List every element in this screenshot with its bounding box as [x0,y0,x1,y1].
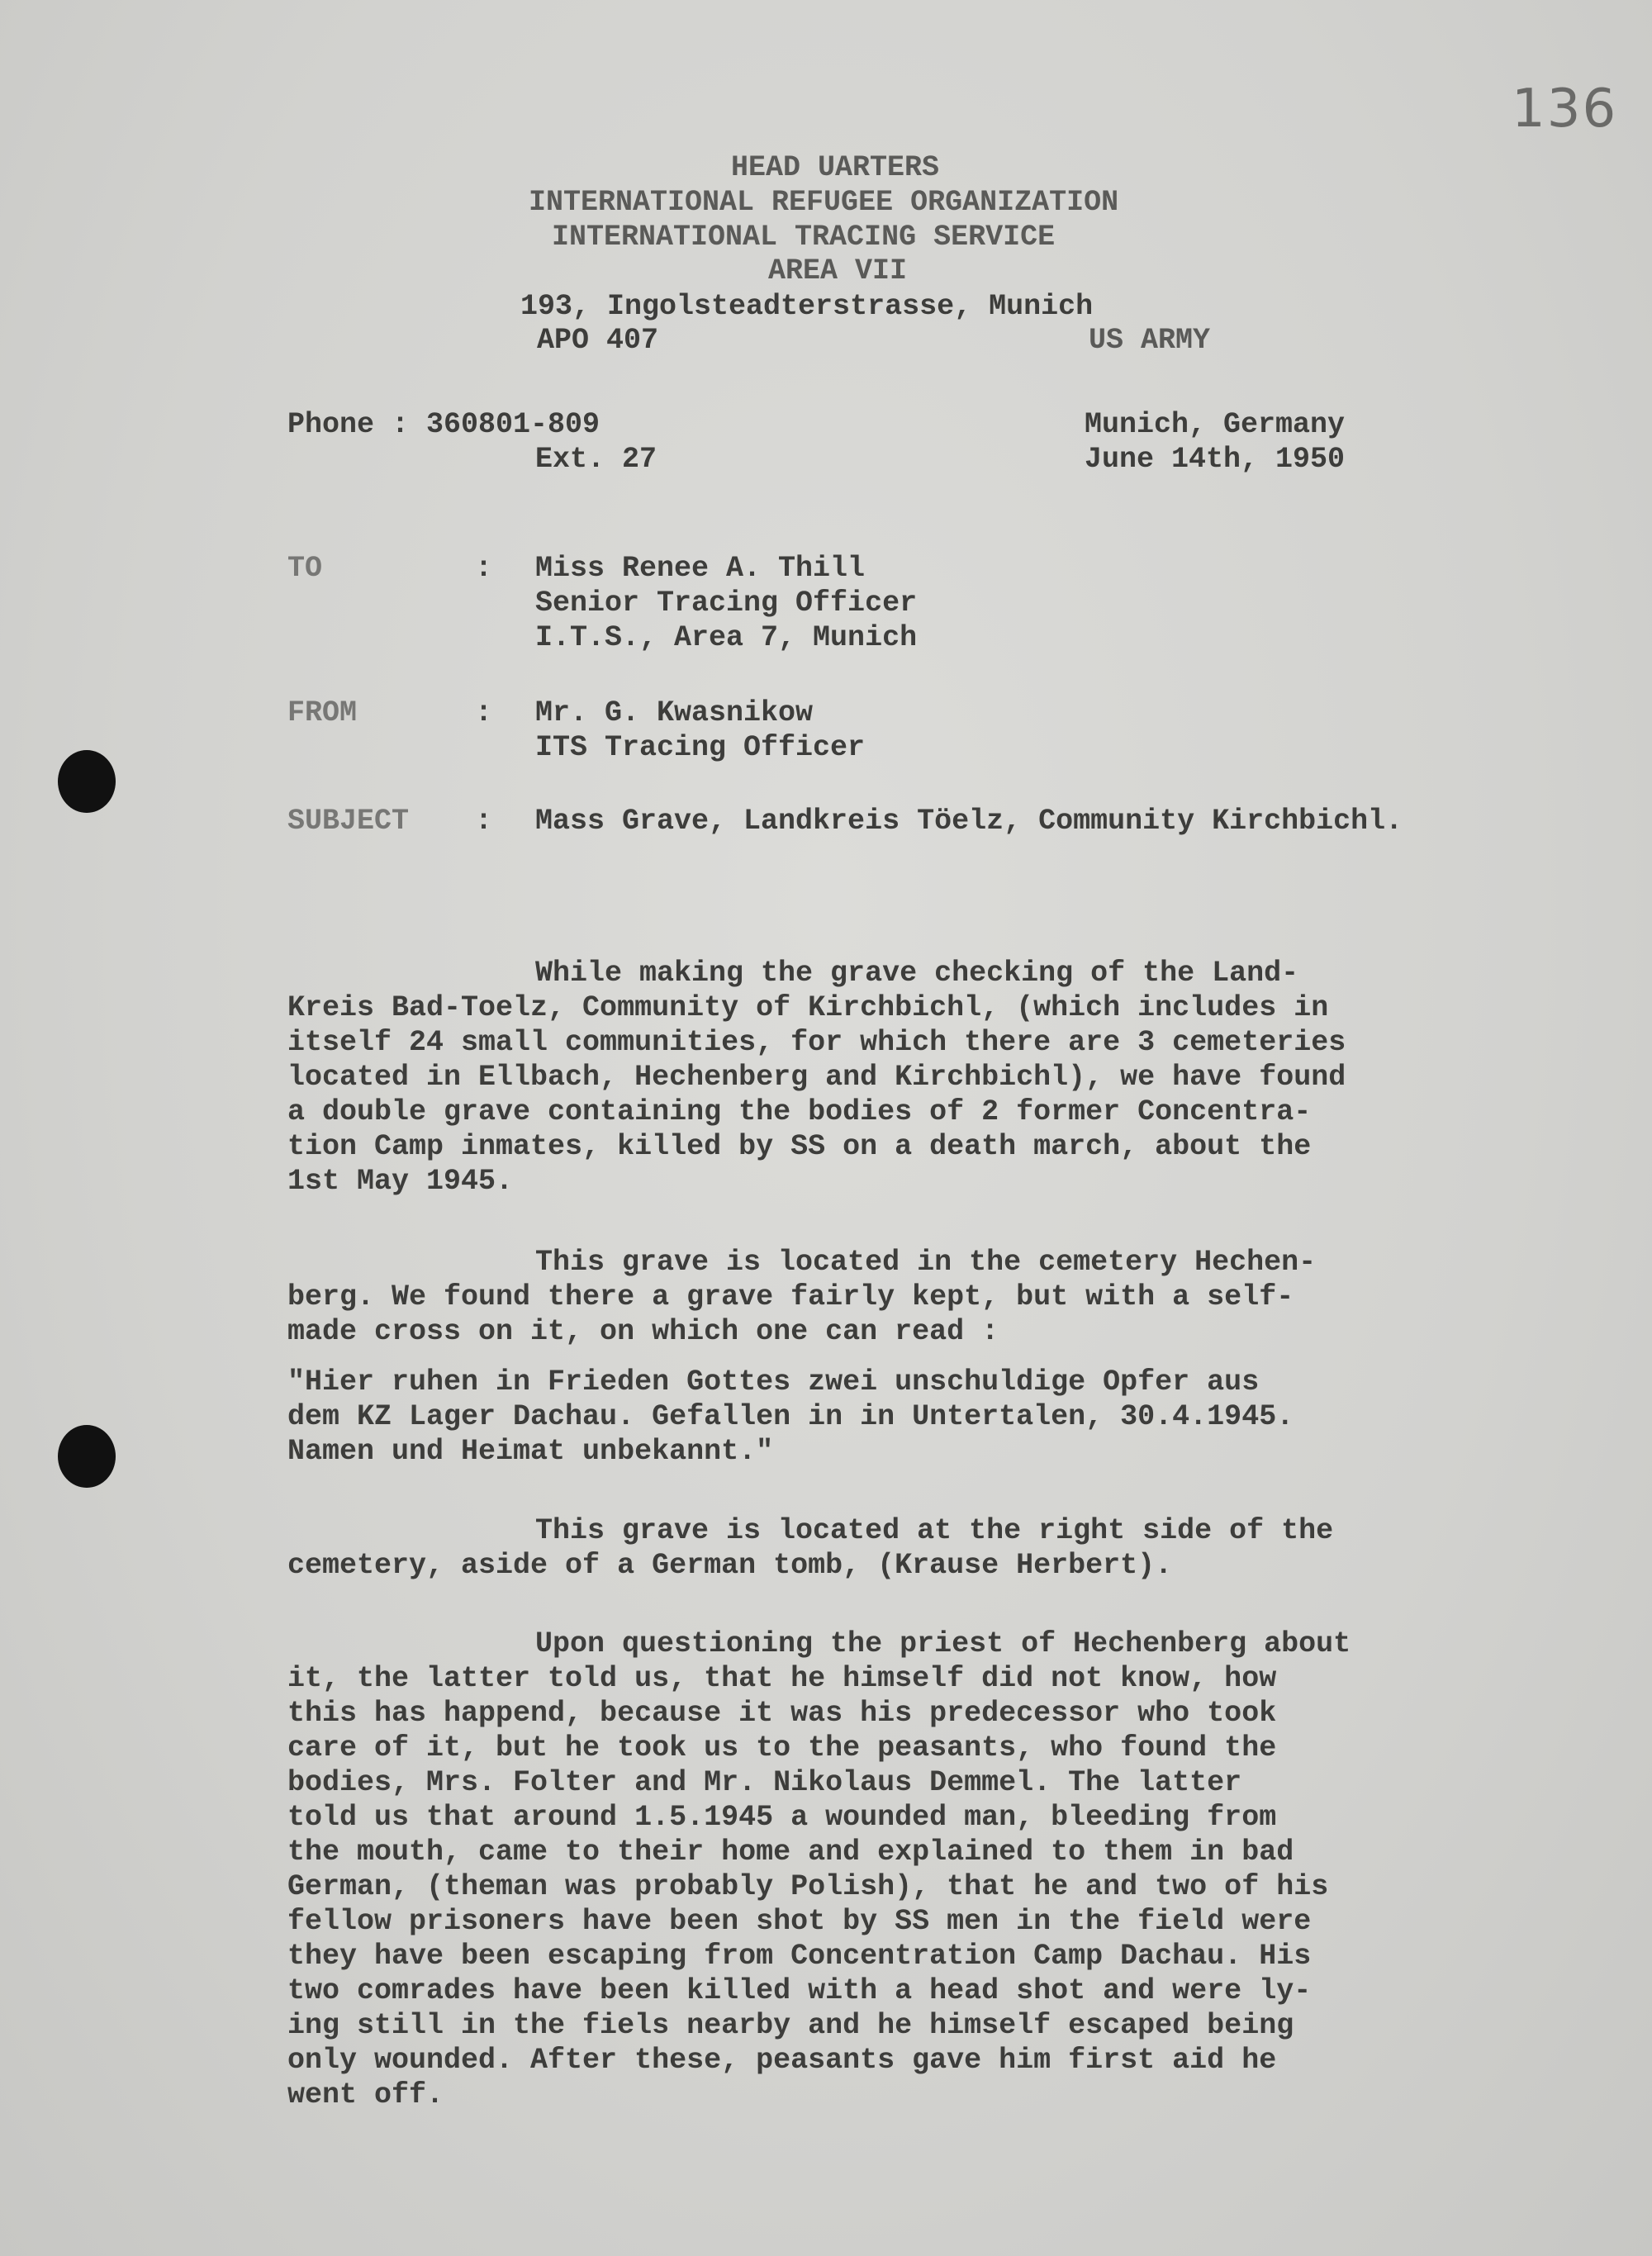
from-label: FROM [287,696,358,729]
from-separator: : [475,696,493,729]
quote-line-1: "Hier ruhen in Frieden Gottes zwei unschuldige Opfer aus [287,1365,1260,1399]
p4-line-7: the mouth, came to their home and explained to them in bad [287,1836,1294,1869]
p2-line-3: made cross on it, on which one can read : [287,1315,999,1348]
subject-label: SUBJECT [287,805,410,838]
p4-line-4: care of it, but he took us to the peasants, who found the [287,1731,1277,1764]
header-line-1: HEAD UARTERS [731,151,940,184]
date: June 14th, 1950 [1085,443,1346,476]
quote-line-2: dem KZ Lager Dachau. Gefallen in in Untertalen, 30.4.1945. [287,1400,1294,1433]
p3-line-2: cemetery, aside of a German tomb, (Krause Herbert). [287,1549,1173,1582]
p2-line-2: berg. We found there a grave fairly kept, but with a self- [287,1280,1294,1313]
p1-line-5: a double grave containing the bodies of 2 former Concentra- [287,1095,1312,1128]
subject-separator: : [475,805,493,838]
to-title: Senior Tracing Officer [535,587,918,620]
p1-line-1: While making the grave checking of the Land- [535,957,1299,990]
page-number: 136 [1512,78,1618,140]
p1-line-4: located in Ellbach, Hechenberg and Kirchbichl), we have found [287,1061,1346,1094]
from-name: Mr. G. Kwasnikow [535,696,814,729]
p4-line-2: it, the latter told us, that he himself did not know, how [287,1662,1277,1695]
header-apo: APO 407 [537,324,659,357]
punch-hole-top [58,750,116,813]
p1-line-2: Kreis Bad-Toelz, Community of Kirchbichl, (which includes in [287,991,1329,1024]
p4-line-9: fellow prisoners have been shot by SS men in the field were [287,1905,1312,1938]
header-area: AREA VII [768,254,908,287]
header-army: US ARMY [1089,324,1211,357]
p4-line-5: bodies, Mrs. Folter and Mr. Nikolaus Demmel. The latter [287,1766,1242,1799]
p4-line-8: German, (theman was probably Polish), that he and two of his [287,1870,1329,1903]
p4-line-12: ing still in the fiels nearby and he himself escaped being [287,2009,1294,2042]
phone-extension: Ext. 27 [535,443,657,476]
phone-number: Phone : 360801-809 [287,408,601,441]
p4-line-1: Upon questioning the priest of Hechenberg about [535,1627,1351,1660]
p2-line-1: This grave is located in the cemetery Hechen- [535,1246,1317,1279]
to-separator: : [475,552,493,585]
quote-line-3: Namen und Heimat unbekannt." [287,1435,774,1468]
p1-line-7: 1st May 1945. [287,1165,514,1198]
place: Munich, Germany [1085,408,1346,441]
punch-hole-bottom [58,1425,116,1488]
header-service: INTERNATIONAL TRACING SERVICE [552,221,1056,254]
header-org: INTERNATIONAL REFUGEE ORGANIZATION [529,186,1119,219]
to-label: TO [287,552,323,585]
p4-line-3: this has happend, because it was his predecessor who took [287,1697,1277,1730]
p4-line-11: two comrades have been killed with a head shot and were ly- [287,1974,1312,2007]
p4-line-14: went off. [287,2078,444,2111]
header-address: 193, Ingolsteadterstrasse, Munich [520,290,1094,323]
to-name: Miss Renee A. Thill [535,552,866,585]
p4-line-6: told us that around 1.5.1945 a wounded man, bleeding from [287,1801,1277,1834]
p1-line-3: itself 24 small communities, for which there are 3 cemeteries [287,1026,1346,1059]
from-title: ITS Tracing Officer [535,731,866,764]
p1-line-6: tion Camp inmates, killed by SS on a death march, about the [287,1130,1312,1163]
to-office: I.T.S., Area 7, Munich [535,621,918,654]
subject-text: Mass Grave, Landkreis Töelz, Community Kirchbichl. [535,805,1403,838]
p3-line-1: This grave is located at the right side of the [535,1514,1334,1547]
p4-line-13: only wounded. After these, peasants gave him first aid he [287,2044,1277,2077]
p4-line-10: they have been escaping from Concentration Camp Dachau. His [287,1940,1312,1973]
